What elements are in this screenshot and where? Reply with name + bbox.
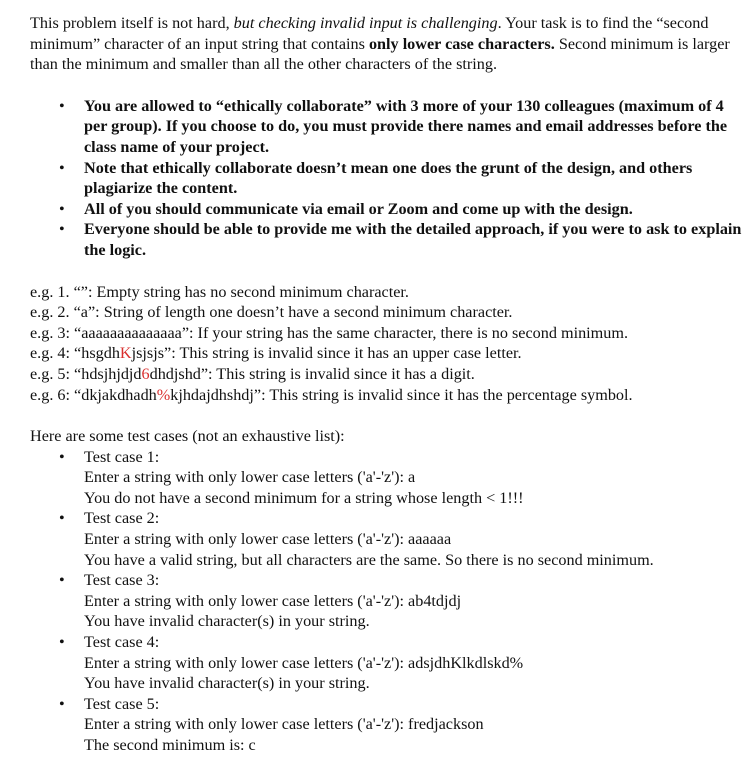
test-case-input: Enter a string with only lower case letters ('a'-'z'): aaaaaa	[84, 530, 452, 549]
test-case-title: • Test case 2:	[84, 509, 160, 528]
test-case-item	[30, 570, 742, 632]
example-6-text-pre: e.g. 6: “dkjakdhadh	[30, 385, 157, 404]
rule-item: • Everyone should be able to provide me with the detailed approach, if you were to ask to explain the logic.	[30, 219, 750, 260]
intro-text-2: . Your task is to find the “second minimum” character of an input string that contains	[30, 14, 709, 53]
test-case-title: • Test case 5:	[84, 694, 160, 713]
collaboration-rules-list	[30, 96, 742, 261]
test-case-input: Enter a string with only lower case letters ('a'-'z'): adsjdhKlkdlskd%	[84, 653, 524, 672]
intro-bold-text: only lower case characters.	[368, 34, 555, 53]
test-case-item	[30, 447, 742, 509]
test-case-output: You have invalid character(s) in your string.	[84, 612, 370, 631]
test-case-output: You have invalid character(s) in your string.	[84, 674, 370, 693]
test-case-output: You have a valid string, but all characters are the same. So there is no second minimum.	[84, 550, 654, 569]
example-4	[30, 343, 742, 364]
test-case-input: Enter a string with only lower case letters ('a'-'z'): a	[84, 468, 416, 487]
test-cases-list	[30, 447, 742, 756]
example-5	[30, 364, 742, 385]
test-case-item	[30, 632, 742, 694]
test-case-item	[30, 508, 742, 570]
test-case-input: Enter a string with only lower case letters ('a'-'z'): ab4tdjdj	[84, 591, 462, 610]
rule-item: • All of you should communicate via email or Zoom and come up with the design.	[30, 199, 750, 220]
example-4-text-post: jsjsjs”: This string is invalid since it has an upper case letter.	[131, 344, 522, 363]
test-case-title: • Test case 4:	[84, 633, 160, 652]
examples-block	[30, 282, 742, 406]
intro-text-1: This problem itself is not hard,	[30, 14, 234, 32]
example-6-highlight: %	[156, 385, 171, 404]
example-5-text-pre: e.g. 5: “hdsjhjdjd	[30, 364, 142, 383]
example-4-text-pre: e.g. 4: “hsgdh	[30, 344, 120, 363]
example-1: e.g. 1. “”: Empty string has no second minimum character.	[30, 282, 409, 301]
document-page	[30, 13, 742, 756]
intro-text-3: Second minimum is larger than the minimum and smaller than all the other characters of the string.	[30, 34, 730, 74]
test-case-item	[30, 694, 742, 756]
test-case-input: Enter a string with only lower case letters ('a'-'z'): fredjackson	[84, 715, 484, 734]
test-case-title: • Test case 3:	[84, 571, 160, 590]
intro-italic-text: but checking invalid input is challenging	[233, 14, 498, 32]
example-5-highlight: 6	[141, 364, 150, 383]
test-case-title: • Test case 1:	[84, 447, 160, 466]
intro-paragraph	[30, 13, 742, 75]
example-6-text-post: kjhdajdhshdj”: This string is invalid since it has the percentage symbol.	[170, 385, 633, 404]
test-case-output: The second minimum is: c	[84, 736, 256, 754]
example-2: e.g. 2. “a”: String of length one doesn’t have a second minimum character.	[30, 303, 513, 322]
test-case-output: You do not have a second minimum for a string whose length < 1!!!	[84, 488, 524, 507]
rule-item: • You are allowed to “ethically collaborate” with 3 more of your 130 colleagues (maximum of 4 per group). If you choose to do, you must provide there names and email addresses before the class name of your project.	[30, 96, 750, 158]
example-5-text-post: dhdjshd”: This string is invalid since it has a digit.	[149, 364, 475, 383]
example-6	[30, 385, 742, 406]
example-3: e.g. 3: “aaaaaaaaaaaaaa”: If your string has the same character, there is no second minimum.	[30, 323, 628, 342]
example-4-highlight: K	[119, 344, 132, 363]
test-cases-heading: Here are some test cases (not an exhaustive list):	[30, 427, 345, 446]
rule-item: • Note that ethically collaborate doesn’t mean one does the grunt of the design, and others plagiarize the content.	[30, 158, 750, 199]
